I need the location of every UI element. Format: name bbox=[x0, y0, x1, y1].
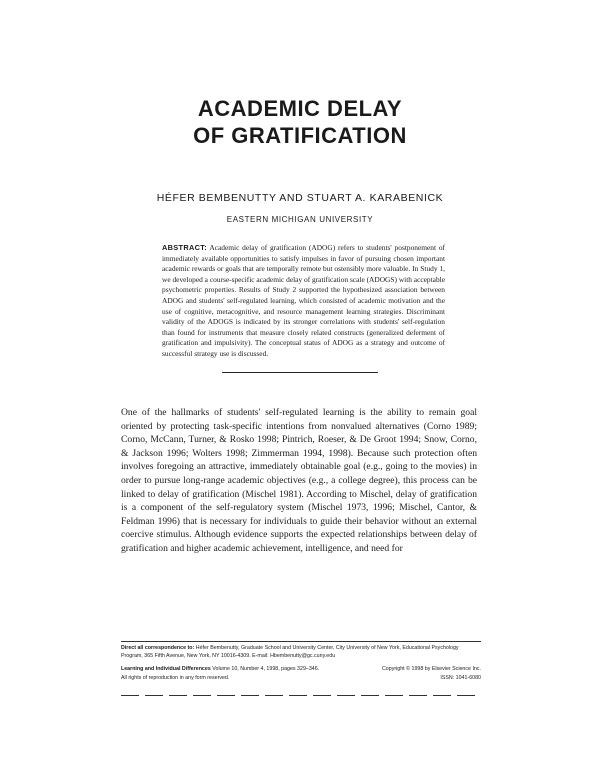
body-text bbox=[121, 406, 477, 556]
abstract-label: ABSTRACT: bbox=[162, 243, 207, 252]
body-paragraph: One of the hallmarks of students' self-regulated learning is the ability to remain goal oriented by protecting task-specific intentions from nonvalued alternatives (Corno 1989; Corno, McCann, Turner, & Rosko 1998; Pintrich, Roeser, & De Groot 1994; Snow, Corno, & Jackson 1996; Wolters 1998; Zimmerman 1994, 1998). Because such protection often involves foregoing an attractive, immediately obtainable goal (e.g., going to the movies) in order to pursue long-range academic objectives (e.g., a college degree), this process can be linked to delay of gratification (Mischel 1981). According to Mischel, delay of gratification is a component of the self-regulatory system (Mischel 1973, 1996; Mischel, Cantor, & Feldman 1996) that is necessary for individuals to guide their behavior without an external coercive stimulus. Although evidence supports the expected relationships between delay of gratification and higher academic achievement, intelligence, and need for bbox=[121, 407, 477, 554]
journal-info bbox=[121, 665, 319, 673]
footer-rule bbox=[121, 641, 481, 642]
correspondence-label: Direct all correspondence to: bbox=[121, 645, 195, 651]
correspondence-note bbox=[121, 644, 481, 660]
copyright: Copyright © 1998 by Elsevier Science Inc. bbox=[381, 666, 481, 673]
journal-name: Learning and Individual Differences bbox=[121, 666, 211, 673]
correspondence-text: Héfer Bembenutty, Graduate School and University Center, City University of New York, Educational Psychology Program, 365 Fifth Avenue, New York, NY 10016-4309. E-mail: Hbembenutty@gc.cuny.edu bbox=[121, 645, 459, 660]
journal-row bbox=[121, 665, 481, 673]
section-divider bbox=[222, 372, 378, 373]
issn: ISSN: 1041-6080 bbox=[440, 674, 481, 681]
footer-dash-rule bbox=[121, 695, 481, 696]
footer bbox=[121, 641, 481, 682]
abstract bbox=[162, 243, 445, 360]
title-line-2: OF GRATIFICATION bbox=[193, 123, 407, 148]
affiliation: EASTERN MICHIGAN UNIVERSITY bbox=[226, 215, 374, 224]
rights-row bbox=[121, 674, 481, 682]
authors: HÉFER BEMBENUTTY AND STUART A. KARABENICK bbox=[156, 192, 444, 204]
journal-details: Volume 10, Number 4, 1998, pages 329–346. bbox=[210, 666, 320, 673]
title-line-1: ACADEMIC DELAY bbox=[197, 96, 403, 121]
rights: All rights of reproduction in any form reserved. bbox=[121, 674, 230, 681]
abstract-text: Academic delay of gratification (ADOG) refers to students' postponement of immediately available opportunities to satisfy impulses in favor of pursuing chosen important academic rewards or goals that are temporally remote but ostensibly more valuable. In Study 1, we developed a course-specific academic delay of gratification scale (ADOGS) with acceptable psychometric properties. Results of Study 2 supported the hypothesized association between ADOG and students' self-regulated learning, which consisted of academic motivation and the use of cognitive, metacognitive, and resource management learning strategies. Discriminant validity of the ADOGS is indicated by its stronger correlations with students' self-regulation than found for instruments that measure closely related constructs (generalized deferment of gratification and impulsivity). The conceptual status of ADOG as a strategy and outcome of successful strategy use is discussed. bbox=[162, 243, 445, 358]
article-title bbox=[0, 95, 600, 149]
